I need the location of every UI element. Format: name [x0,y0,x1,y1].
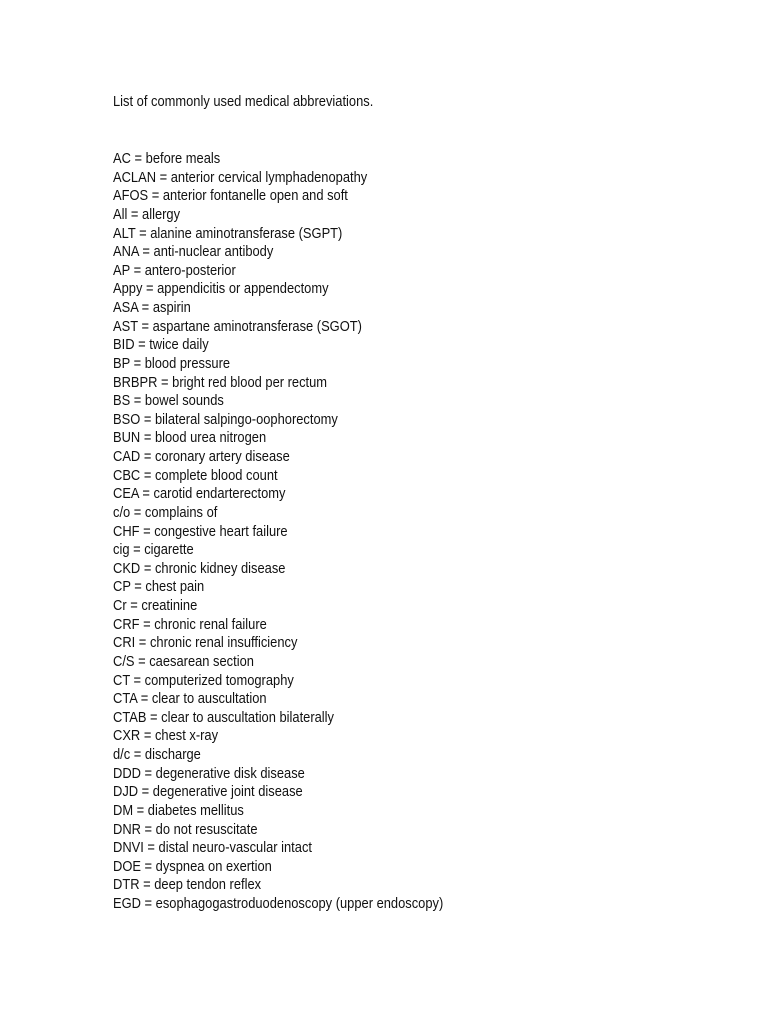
abbreviation: AC [113,150,131,167]
equals-separator: = [127,205,143,223]
equals-separator: = [139,876,155,894]
abbreviation-meaning: aspirin [152,299,191,316]
abbreviation-row [113,895,443,914]
abbreviation: Cr [113,597,127,614]
equals-separator: = [140,429,155,447]
abbreviation: DDD [113,764,141,782]
equals-separator: = [143,839,159,857]
equals-separator: = [133,801,148,819]
abbreviation: CXR [113,727,141,745]
abbreviation-row [113,821,443,840]
equals-separator: = [138,243,154,261]
abbreviation-row [113,187,443,206]
abbreviation-meaning: complains of [144,503,218,521]
abbreviation: CKD [113,559,141,577]
equals-separator: = [140,727,155,745]
abbreviation: CEA [113,485,139,503]
abbreviation-row [113,467,443,486]
abbreviation-row [113,262,443,281]
abbreviation: CTA [113,690,138,708]
abbreviation-row [113,765,443,784]
abbreviation-meaning: blood pressure [144,354,231,372]
abbreviation: BUN [113,429,141,447]
abbreviation: Appy [113,280,143,298]
abbreviation-row [113,560,443,579]
abbreviation-meaning: deep tendon reflex [154,876,262,894]
abbreviation: c/o [113,503,131,521]
abbreviation: DTR [113,876,140,894]
equals-separator: = [157,373,173,391]
equals-separator: = [140,895,156,912]
equals-separator: = [130,746,145,763]
abbreviation: CTAB [113,708,147,726]
equals-separator: = [134,336,150,354]
abbreviation-meaning: chronic renal insufficiency [149,634,298,652]
abbreviation: CRI [113,634,136,652]
abbreviation-row [113,280,443,299]
abbreviation-meaning: anterior cervical lymphadenopathy [170,168,368,186]
abbreviation-row [113,243,443,262]
abbreviation-row [113,523,443,542]
abbreviation: CBC [113,466,141,484]
abbreviation: All [113,205,128,223]
equals-separator: = [138,299,153,316]
abbreviation-meaning: caesarean section [149,652,254,670]
equals-separator: = [140,466,155,484]
abbreviation-meaning: clear to auscultation [151,690,267,708]
abbreviation-row [113,485,443,504]
abbreviation-row [113,429,443,448]
abbreviation-meaning: coronary artery disease [154,448,290,465]
abbreviation-meaning: dyspnea on exertion [155,857,272,875]
equals-separator: = [130,578,146,596]
abbreviation-meaning: computerized tomography [144,671,294,689]
equals-separator: = [140,410,155,428]
abbreviation-row [113,690,443,709]
equals-separator: = [140,448,155,465]
abbreviation-meaning: alanine aminotransferase (SGPT) [150,224,343,242]
abbreviation: AFOS [113,187,149,205]
abbreviation-row [113,392,443,411]
abbreviation-row [113,169,443,188]
abbreviation-row [113,634,443,653]
abbreviation: CHF [113,522,140,540]
abbreviation: C/S [113,652,135,670]
abbreviation-meaning: anterior fontanelle open and soft [162,187,348,205]
abbreviation: BS [113,392,131,410]
equals-separator: = [142,280,158,298]
abbreviation-meaning: blood urea nitrogen [154,429,267,447]
abbreviation-meaning: anti-nuclear antibody [153,243,274,261]
abbreviation-meaning: do not resuscitate [155,820,258,838]
equals-separator: = [135,634,150,652]
abbreviation-meaning: allergy [142,205,181,223]
abbreviation-row [113,578,443,597]
equals-separator: = [129,261,145,279]
abbreviation: CP [113,578,131,596]
abbreviation-meaning: cigarette [144,541,194,559]
equals-separator: = [130,392,145,410]
abbreviation-row [113,336,443,355]
equals-separator: = [129,671,145,689]
equals-separator: = [138,485,154,503]
abbreviation-row [113,839,443,858]
abbreviation-row [113,448,443,467]
abbreviation: CRF [113,615,140,633]
abbreviation-meaning: distal neuro-vascular intact [158,839,312,857]
abbreviation-row [113,727,443,746]
abbreviation: CT [113,671,130,689]
abbreviation: BSO [113,410,141,428]
equals-separator: = [134,652,150,670]
abbreviation-meaning: degenerative disk disease [155,764,305,782]
abbreviation: ASA [113,299,139,316]
abbreviation-meaning: chronic kidney disease [154,559,286,577]
abbreviation-row [113,150,443,169]
abbreviation-row [113,541,443,560]
abbreviation-meaning: antero-posterior [144,261,236,279]
abbreviation-meaning: chest pain [145,578,205,596]
abbreviation-row [113,318,443,337]
abbreviation-row [113,206,443,225]
abbreviation: DOE [113,857,141,875]
abbreviation-meaning: discharge [144,746,201,763]
equals-separator: = [130,150,146,167]
equals-separator: = [140,559,155,577]
equals-separator: = [140,820,156,838]
abbreviation-row [113,597,443,616]
abbreviation: d/c [113,746,131,763]
abbreviation: ANA [113,243,139,261]
abbreviation-list [113,150,443,914]
abbreviation: DM [113,801,134,819]
abbreviation-meaning: aspartane aminotransferase (SGOT) [152,317,362,335]
abbreviation: AST [113,317,138,335]
equals-separator: = [139,615,155,633]
abbreviation: cig [113,541,130,559]
abbreviation: ACLAN [113,168,157,186]
equals-separator: = [129,354,145,372]
abbreviation-meaning: bright red blood per rectum [172,373,328,391]
abbreviation-meaning: diabetes mellitus [147,801,244,819]
abbreviation: AP [113,261,130,279]
abbreviation-row [113,672,443,691]
abbreviation: DNVI [113,839,144,857]
equals-separator: = [138,783,153,801]
abbreviation: EGD [113,895,141,912]
abbreviation-meaning: clear to auscultation bilaterally [161,708,334,726]
abbreviation-meaning: chest x-ray [154,727,219,745]
equals-separator: = [146,708,162,726]
abbreviation-row [113,299,443,318]
abbreviation-row [113,653,443,672]
abbreviation-meaning: complete blood count [154,466,278,484]
equals-separator: = [137,317,153,335]
abbreviation: BID [113,336,135,354]
abbreviation-row [113,355,443,374]
equals-separator: = [135,224,151,242]
abbreviation-meaning: degenerative joint disease [152,783,303,801]
equals-separator: = [139,522,155,540]
abbreviation-row [113,802,443,821]
abbreviation-row [113,858,443,877]
document-title: List of commonly used medical abbreviations. [113,93,374,110]
abbreviation-row [113,411,443,430]
equals-separator: = [126,597,142,614]
equals-separator: = [140,857,156,875]
equals-separator: = [129,541,145,559]
abbreviation-meaning: bowel sounds [144,392,224,410]
abbreviation-row [113,709,443,728]
abbreviation-meaning: twice daily [149,336,209,354]
equals-separator: = [130,503,145,521]
abbreviation-row [113,504,443,523]
equals-separator: = [156,168,171,186]
abbreviation-row [113,746,443,765]
abbreviation: DNR [113,820,141,838]
equals-separator: = [137,690,152,708]
abbreviation: CAD [113,448,141,465]
abbreviation-row [113,616,443,635]
abbreviation: ALT [113,224,136,242]
abbreviation-meaning: appendicitis or appendectomy [157,280,329,298]
abbreviation-meaning: bilateral salpingo-oophorectomy [154,410,338,428]
abbreviation-row [113,225,443,244]
abbreviation-row [113,374,443,393]
abbreviation-meaning: before meals [145,150,221,167]
abbreviation-meaning: chronic renal failure [154,615,267,633]
equals-separator: = [148,187,163,205]
abbreviation-meaning: creatinine [141,597,198,614]
equals-separator: = [140,764,156,782]
abbreviation: DJD [113,783,139,801]
abbreviation-row [113,876,443,895]
abbreviation-meaning: congestive heart failure [154,522,288,540]
abbreviation-row [113,783,443,802]
abbreviation: BP [113,354,130,372]
abbreviation-meaning: carotid endarterectomy [153,485,286,503]
abbreviation: BRBPR [113,373,158,391]
abbreviation-meaning: esophagogastroduodenoscopy (upper endoscopy) [155,895,444,912]
